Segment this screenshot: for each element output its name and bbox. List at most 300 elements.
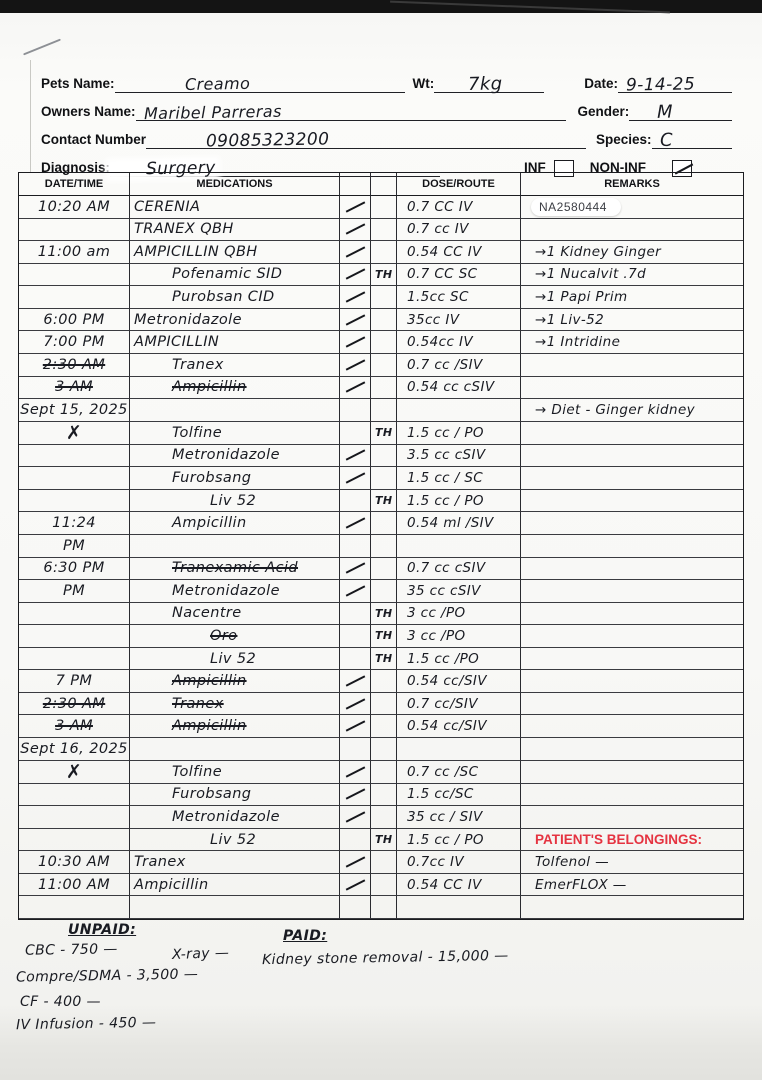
cell-remarks [521,399,743,422]
checkmark-icon [345,517,365,528]
table-row [19,490,743,513]
cell-medication [130,829,340,852]
table-row [19,851,743,874]
checkmark-icon [345,789,365,800]
cell-remarks [521,715,743,738]
dose-route-value: 0.54 cc cSIV [407,379,495,396]
gender-field [629,94,732,121]
cell-date-time [19,874,130,897]
medication-value: Liv 52 [210,492,257,509]
cell-medication [130,331,340,354]
cell-medication [130,399,340,422]
table-row [19,399,743,422]
cell-medication [130,715,340,738]
cell-th [371,377,397,400]
date-time-value: Sept 16, 2025 [20,740,128,757]
form-row-3 [41,122,732,152]
date-time-value: 2:30 AM [42,356,106,373]
cell-medication [130,490,340,513]
cell-medication [130,445,340,468]
cell-date-time [19,625,130,648]
cell-dose-route [397,286,521,309]
col-date-time: DATE/TIME [19,173,130,196]
table-row [19,219,743,242]
checkmark-icon [345,698,365,709]
col-medications: MEDICATIONS [130,173,340,196]
cell-dose-route [397,331,521,354]
owners-name-value: Maribel Parreras [143,101,282,124]
table-row [19,354,743,377]
cell-dose-route [397,399,521,422]
remarks-value: →1 Liv-52 [535,311,605,328]
table-row [19,670,743,693]
cell-th [371,535,397,558]
cell-th [371,264,397,287]
cell-remarks [521,603,743,626]
cell-date-time [19,580,130,603]
table-row [19,331,743,354]
cell-date-time [19,512,130,535]
remarks-value: →1 Intridine [535,334,621,351]
th-mark: TH [375,629,393,643]
dose-route-value: 1.5cc SC [407,289,469,306]
cell-checkmark [340,829,371,852]
cell-medication [130,761,340,784]
medication-value: AMPICILLIN [134,334,220,351]
paid-item-kidney-stone: Kidney stone removal - 15,000 — [261,947,509,969]
date-label: Date: [584,76,619,91]
dose-route-value: 1.5 cc / PO [407,492,484,509]
dose-route-value: 0.54 ml /SIV [407,515,494,532]
table-row [19,693,743,716]
cell-medication [130,738,340,761]
checkmark-icon [345,224,365,235]
cell-th [371,219,397,242]
cell-date-time [19,535,130,558]
remarks-value: →1 Kidney Ginger [535,243,662,260]
checkmark-icon [345,766,365,777]
cell-checkmark [340,761,371,784]
cell-date-time [19,467,130,490]
cell-remarks [521,354,743,377]
table-row [19,241,743,264]
medication-value: Ampicillin [172,379,247,396]
dose-route-value: 0.54 cc/SIV [407,673,487,690]
medication-value: Purobsan CID [172,289,275,306]
medication-value: Furobsang [172,786,252,803]
cell-remarks [521,806,743,829]
species-label: Species: [596,132,652,147]
dose-route-value: 35cc IV [407,311,460,328]
diagnosis-label: Diagnosis: [41,160,111,175]
cell-th [371,715,397,738]
cell-th [371,784,397,807]
cell-checkmark [340,445,371,468]
dose-route-value: 0.54 cc/SIV [407,718,487,735]
date-time-value: 11:24 [52,515,96,532]
cell-th [371,738,397,761]
cell-remarks [521,874,743,897]
cell-dose-route [397,309,521,332]
col-th [371,173,397,196]
pets-name-label: Pets Name: [41,76,115,91]
medication-value: Tranex [172,695,224,712]
cell-dose-route [397,196,521,219]
dose-route-value: 0.7 cc /SC [407,763,479,780]
medication-value: Metronidazole [172,808,280,825]
cell-medication [130,874,340,897]
medication-value: TRANEX QBH [134,221,234,238]
cell-medication [130,603,340,626]
remarks-value: NA2580444 [531,198,621,216]
table-row [19,896,743,919]
cell-th [371,625,397,648]
form-row-1 [41,66,732,96]
table-row [19,512,743,535]
table-row [19,445,743,468]
diagnosis-value: Surgery [110,161,216,177]
cell-remarks [521,738,743,761]
cell-checkmark [340,806,371,829]
table-row [19,377,743,400]
checkmark-icon [345,201,365,212]
cell-remarks [521,445,743,468]
cell-medication [130,377,340,400]
cell-th [371,331,397,354]
medication-value: Metronidazole [134,311,242,328]
cell-dose-route [397,851,521,874]
dose-route-value: 0.54cc IV [407,334,474,351]
cell-dose-route [397,558,521,581]
cell-checkmark [340,784,371,807]
date-time-value: 2:30 AM [42,695,106,712]
cell-date-time [19,670,130,693]
cell-date-time [19,693,130,716]
cell-medication [130,196,340,219]
cell-medication [130,851,340,874]
cell-remarks [521,896,743,919]
cell-remarks [521,467,743,490]
cell-remarks [521,558,743,581]
remarks-value: EmerFLOX — [535,876,627,893]
cell-dose-route [397,874,521,897]
cell-checkmark [340,196,371,219]
cell-th [371,806,397,829]
checkmark-icon [345,246,365,257]
wt-field [434,66,544,96]
cell-checkmark [340,603,371,626]
cell-medication [130,896,340,919]
dose-route-value: 0.7 CC SC [407,266,478,283]
cell-th [371,558,397,581]
cell-checkmark [340,354,371,377]
cell-th [371,399,397,422]
cell-medication [130,512,340,535]
col-remarks: REMARKS [521,173,743,196]
cell-medication [130,648,340,671]
cell-dose-route [397,761,521,784]
pets-name-field [115,66,405,93]
cell-date-time [19,445,130,468]
cell-checkmark [340,896,371,919]
cell-medication [130,264,340,287]
medication-value: Metronidazole [172,582,280,599]
cell-remarks [521,377,743,400]
date-time-value: 11:00 am [37,243,111,260]
unpaid-item-cbc: CBC - 750 — [24,941,118,959]
dose-route-value: 0.7 cc /SIV [407,356,483,373]
cell-remarks [521,625,743,648]
patient-info-form [30,60,742,180]
date-time-value: 10:20 AM [37,198,111,215]
cell-dose-route [397,806,521,829]
cell-date-time [19,219,130,242]
pencil-mark [23,39,61,56]
pets-name-value: Creamo [184,73,250,94]
cell-date-time [19,399,130,422]
medication-value: Ampicillin [134,876,209,893]
cell-checkmark [340,490,371,513]
cell-checkmark [340,422,371,445]
cell-dose-route [397,738,521,761]
table-row [19,738,743,761]
cell-th [371,445,397,468]
cell-remarks [521,761,743,784]
cell-dose-route [397,784,521,807]
cell-th [371,851,397,874]
cell-date-time [19,896,130,919]
cell-dose-route [397,715,521,738]
cell-checkmark [340,558,371,581]
cell-date-time [19,331,130,354]
cell-remarks [521,331,743,354]
cell-medication [130,693,340,716]
checkmark-icon [345,359,365,370]
cell-checkmark [340,377,371,400]
cell-dose-route [397,896,521,919]
remarks-value: → Diet - Ginger kidney [535,401,696,418]
cell-remarks [521,670,743,693]
cell-date-time [19,648,130,671]
cell-date-time [19,851,130,874]
th-mark: TH [375,652,393,666]
table-row [19,558,743,581]
date-time-value: 7:00 PM [43,334,105,351]
checkmark-icon [345,382,365,393]
table-row [19,580,743,603]
unpaid-item-xray: X-ray — [171,945,230,963]
date-time-value: 3 AM [55,379,93,396]
table-row [19,874,743,897]
cell-checkmark [340,241,371,264]
date-time-value: PM [62,582,86,599]
cell-checkmark [340,580,371,603]
date-value: 9-14-25 [625,74,696,96]
col-dose-route: DOSE/ROUTE [397,173,521,196]
medication-value: Nacentre [172,605,242,622]
dose-route-value: 0.7cc IV [407,854,465,871]
cell-checkmark [340,693,371,716]
date-time-value: 6:00 PM [43,311,105,328]
checkmark-icon [345,856,365,867]
cell-remarks [521,196,743,219]
medication-value: Tranex [172,356,224,373]
table-row [19,715,743,738]
table-header-row [19,173,743,196]
table-row [19,829,743,852]
cell-checkmark [340,738,371,761]
cell-dose-route [397,693,521,716]
cell-medication [130,467,340,490]
checkmark-icon [345,314,365,325]
cell-th [371,490,397,513]
owners-name-label: Owners Name: [41,104,136,119]
date-time-value: 3 AM [55,718,93,735]
table-row [19,784,743,807]
cell-th [371,286,397,309]
dose-route-value: 1.5 cc / SC [407,470,484,486]
cell-date-time [19,377,130,400]
th-mark: TH [375,833,393,846]
cell-th [371,196,397,219]
cell-medication [130,580,340,603]
table-row [19,535,743,558]
cell-date-time [19,806,130,829]
contact-number-field [146,122,586,152]
cell-th [371,467,397,490]
cell-dose-route [397,580,521,603]
species-value: C [659,129,673,152]
cell-date-time [19,286,130,309]
medication-value: Ampicillin [172,673,247,690]
table-row [19,467,743,490]
table-row [19,264,743,287]
cell-checkmark [340,512,371,535]
cell-remarks [521,851,743,874]
medication-value: Furobsang [172,470,252,486]
cell-checkmark [340,851,371,874]
contact-number-value: 09085323200 [205,129,330,152]
cell-checkmark [340,874,371,897]
cell-checkmark [340,625,371,648]
cell-th [371,580,397,603]
cell-date-time [19,715,130,738]
cell-date-time [19,784,130,807]
cell-remarks [521,422,743,445]
medication-value: Tolfine [172,424,223,441]
cell-remarks [521,219,743,242]
dose-route-value: 0.7 cc IV [407,221,469,238]
form-row-2 [41,94,732,124]
wt-value: 7kg [468,73,503,96]
remarks-value: PATIENT'S BELONGINGS: [535,832,702,847]
cell-medication [130,558,340,581]
dose-route-value: 0.7 CC IV [407,198,473,215]
cell-remarks [521,241,743,264]
cell-date-time [19,829,130,852]
cell-dose-route [397,648,521,671]
cell-dose-route [397,829,521,852]
wt-label: Wt: [412,76,435,91]
cell-dose-route [397,219,521,242]
cell-th [371,670,397,693]
cell-dose-route [397,490,521,513]
cell-dose-route [397,445,521,468]
owners-name-field [136,94,566,124]
checkmark-icon [345,585,365,596]
medication-value: AMPICILLIN QBH [134,243,258,260]
medication-table [18,172,744,920]
cell-th [371,896,397,919]
cell-checkmark [340,467,371,490]
medication-value: Ampicillin [172,718,247,735]
date-time-value: ✗ [65,421,83,444]
table-row [19,806,743,829]
cell-checkmark [340,715,371,738]
cell-medication [130,422,340,445]
cell-checkmark [340,535,371,558]
cell-checkmark [340,286,371,309]
th-mark: TH [375,426,393,440]
dose-route-value: 0.54 CC IV [407,876,482,893]
dose-route-value: 0.7 cc/SIV [407,695,478,712]
cell-date-time [19,309,130,332]
date-time-value: PM [62,537,86,554]
checkmark-icon [345,721,365,732]
cell-date-time [19,738,130,761]
table-row [19,761,743,784]
cell-th [371,354,397,377]
cell-th [371,309,397,332]
checkmark-icon [345,879,365,890]
cell-dose-route [397,241,521,264]
cell-dose-route [397,535,521,558]
medication-value: Pofenamic SID [172,266,283,283]
medication-value: Tolfine [172,763,223,780]
dose-route-value: 35 cc cSIV [407,582,481,599]
cell-remarks [521,648,743,671]
cell-th [371,761,397,784]
medication-value: Tranexamic Acid [172,560,299,577]
cell-dose-route [397,354,521,377]
checkmark-icon [345,675,365,686]
cell-remarks [521,784,743,807]
medication-value: Tranex [134,854,186,871]
cell-remarks [521,580,743,603]
cell-medication [130,670,340,693]
cell-remarks [521,490,743,513]
date-time-value: 11:00 AM [37,876,111,893]
dose-route-value: 3 cc /PO [407,627,466,644]
th-mark: TH [375,267,393,281]
gender-value: M [657,101,674,123]
cell-th [371,512,397,535]
cell-checkmark [340,648,371,671]
cell-dose-route [397,625,521,648]
table-row [19,309,743,332]
cell-remarks [521,829,743,852]
cell-dose-route [397,377,521,400]
medication-value: CERENIA [134,198,201,215]
cell-th [371,874,397,897]
cell-dose-route [397,422,521,445]
cell-th [371,422,397,445]
table-row [19,648,743,671]
species-field [652,122,732,152]
medication-value: Ampicillin [172,515,247,532]
cell-dose-route [397,512,521,535]
table-row [19,286,743,309]
